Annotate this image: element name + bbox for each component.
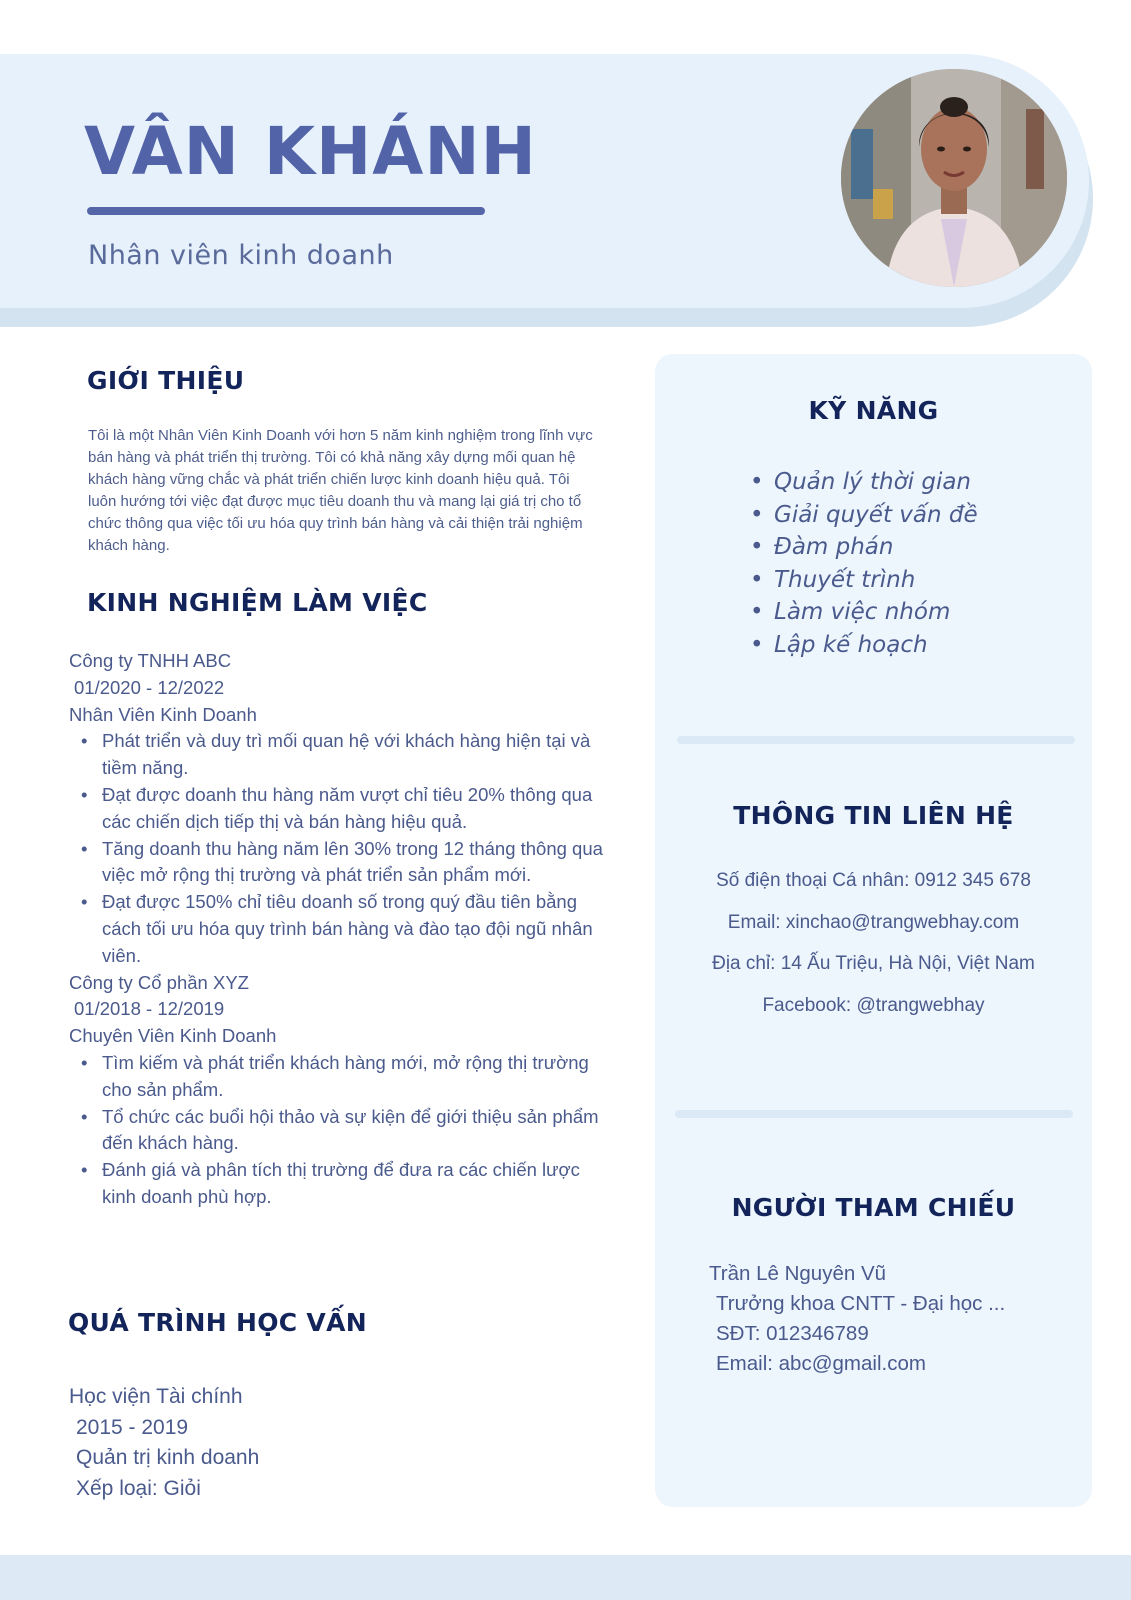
contact-address: Địa chỉ: 14 Ấu Triệu, Hà Nội, Việt Nam xyxy=(712,953,1035,975)
skill-item: • Đàm phán xyxy=(750,531,978,564)
job-bullet: • Phát triển và duy trì mối quan hệ với khách hàng hiện tại và tiềm năng. xyxy=(69,728,609,782)
contact-email: Email: xinchao@trangwebhay.com xyxy=(727,911,1020,933)
job-bullet: • Tổ chức các buổi hội thảo và sự kiện để giới thiệu sản phẩm đến khách hàng. xyxy=(69,1104,609,1158)
education-grade: Xếp loại: Giỏi xyxy=(76,1476,201,1500)
education-school: Học viện Tài chính xyxy=(69,1385,243,1408)
experience-list xyxy=(69,648,609,1211)
skill-item: • Quản lý thời gian xyxy=(750,466,978,499)
job-bullet: • Tăng doanh thu hàng năm lên 30% trong 12 tháng thông qua việc mở rộng thị trường và phát triển sản phẩm mới. xyxy=(69,836,609,890)
job-bullet: • Đánh giá và phân tích thị trường để đưa ra các chiến lược kinh doanh phù hợp. xyxy=(69,1157,609,1211)
job-role: Chuyên Viên Kinh Doanh xyxy=(69,1025,277,1047)
reference-name: Trần Lê Nguyên Vũ xyxy=(709,1262,887,1285)
education-block xyxy=(69,1382,259,1504)
contact-block xyxy=(655,860,1092,1027)
job-bullet: • Đạt được 150% chỉ tiêu doanh số trong quý đầu tiên bằng cách tối ưu hóa quy trình bán hàng và đào tạo đội ngũ nhân viên. xyxy=(69,889,609,969)
skill-item: • Thuyết trình xyxy=(750,564,978,597)
footer-band xyxy=(0,1555,1131,1600)
skill-item: • Lập kế hoạch xyxy=(750,629,978,662)
job-company: Công ty Cổ phần XYZ xyxy=(69,971,249,993)
skills-heading: KỸ NĂNG xyxy=(808,396,939,425)
contact-facebook: Facebook: @trangwebhay xyxy=(762,995,985,1017)
skill-item: • Giải quyết vấn đề xyxy=(750,499,978,532)
job-bullet: • Tìm kiếm và phát triển khách hàng mới, mở rộng thị trường cho sản phẩm. xyxy=(69,1050,609,1104)
candidate-name: VÂN KHÁNH xyxy=(84,113,537,190)
intro-heading: GIỚI THIỆU xyxy=(87,366,245,395)
job-period: 01/2018 - 12/2019 xyxy=(74,998,225,1020)
job-bullets xyxy=(69,1050,609,1211)
intro-paragraph: Tôi là một Nhân Viên Kinh Doanh với hơn 5 năm kinh nghiệm trong lĩnh vực bán hàng và phát triển thị trường. Tôi có khả năng xây dựng mối quan hệ khách hàng vững chắc và phát triển chiến lược kinh doanh hiệu quả. Tôi luôn hướng tới việc đạt được mục tiêu doanh thu và mang lại giá trị cho tổ chức thông qua việc tối ưu hóa quy trình bán hàng và cải thiện trải nghiệm khách hàng. xyxy=(88,427,593,554)
job-title: Nhân viên kinh doanh xyxy=(88,240,394,271)
avatar-photo xyxy=(841,69,1067,287)
reference-phone: SĐT: 012346789 xyxy=(716,1322,869,1345)
job-bullet: • Đạt được doanh thu hàng năm vượt chỉ tiêu 20% thông qua các chiến dịch tiếp thị và bán hàng hiệu quả. xyxy=(69,782,609,836)
contact-phone: Số điện thoại Cá nhân: 0912 345 678 xyxy=(716,870,1031,891)
panel-divider xyxy=(675,1110,1073,1118)
reference-heading: NGƯỜI THAM CHIẾU xyxy=(731,1193,1016,1222)
job-bullets xyxy=(69,728,609,969)
skill-item: • Làm việc nhóm xyxy=(750,596,978,629)
panel-divider xyxy=(677,736,1075,744)
education-heading: QUÁ TRÌNH HỌC VẤN xyxy=(68,1308,367,1337)
name-underline xyxy=(87,207,485,215)
education-major: Quản trị kinh doanh xyxy=(76,1446,260,1469)
job-company: Công ty TNHH ABC xyxy=(69,650,232,671)
education-period: 2015 - 2019 xyxy=(76,1415,189,1439)
experience-heading: KINH NGHIỆM LÀM VIỆC xyxy=(87,588,428,617)
job-period: 01/2020 - 12/2022 xyxy=(74,676,225,698)
contact-heading: THÔNG TIN LIÊN HỆ xyxy=(733,801,1014,830)
reference-email: Email: abc@gmail.com xyxy=(716,1352,926,1375)
job-role: Nhân Viên Kinh Doanh xyxy=(69,703,257,725)
reference-block xyxy=(709,1259,1005,1379)
reference-position: Trưởng khoa CNTT - Đại học ... xyxy=(716,1292,1006,1315)
skills-list xyxy=(750,466,978,662)
avatar-illustration xyxy=(841,69,1067,287)
